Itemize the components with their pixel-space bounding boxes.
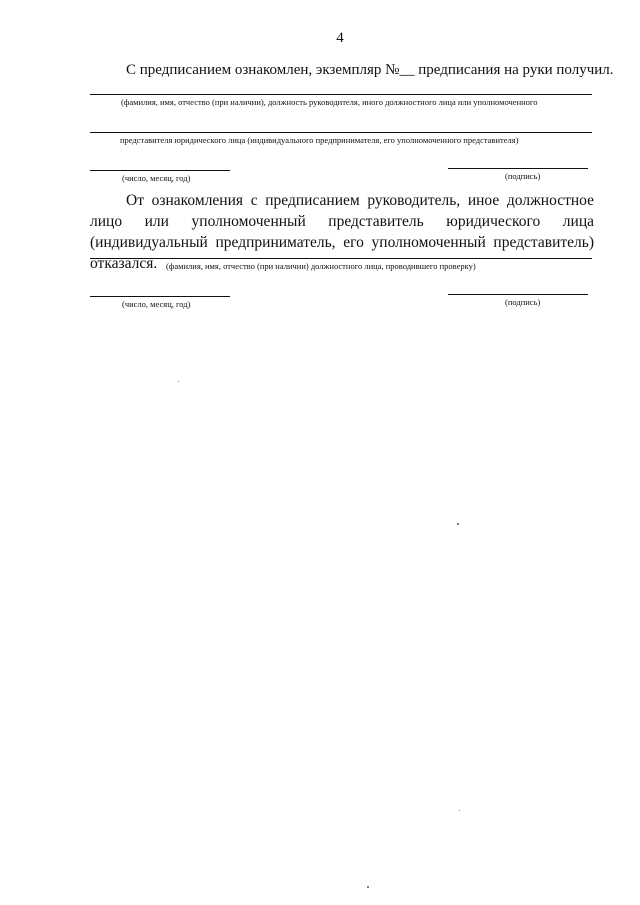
name-position-line (90, 94, 592, 95)
scan-speck (457, 523, 459, 525)
caption-date-2: (число, месяц, год) (122, 299, 191, 309)
scan-speck (459, 810, 460, 811)
caption-signature: (подпись) (505, 171, 541, 181)
scan-speck (178, 381, 179, 382)
date-line-2 (90, 296, 230, 297)
signature-line (448, 168, 588, 169)
caption-name-position: (фамилия, имя, отчество (при наличии), должность руководителя, иного должностного лица или уполномоченного (121, 97, 538, 107)
signature-line-2 (448, 294, 588, 295)
caption-inspector: (фамилия, имя, отчество (при наличии) должностного лица, проводившего проверку) (166, 261, 476, 271)
caption-representative: представителя юридического лица (индивидуального предпринимателя, его уполномоченного представителя) (120, 135, 519, 145)
page-number: 4 (336, 30, 344, 46)
refusal-paragraph: От ознакомления с предписанием руководитель, иное должностное лицо или уполномоченный представитель юридического лица (индивидуальный предприниматель, его уполномоченный представитель) отказался. (90, 192, 594, 272)
representative-line (90, 132, 592, 133)
scan-speck (367, 886, 369, 888)
date-line (90, 170, 230, 171)
inspector-line (90, 258, 592, 259)
acknowledgment-sentence: С предписанием ознакомлен, экземпляр №__ предписания на руки получил. (126, 62, 614, 78)
caption-signature-2: (подпись) (505, 297, 541, 307)
caption-date: (число, месяц, год) (122, 173, 191, 183)
